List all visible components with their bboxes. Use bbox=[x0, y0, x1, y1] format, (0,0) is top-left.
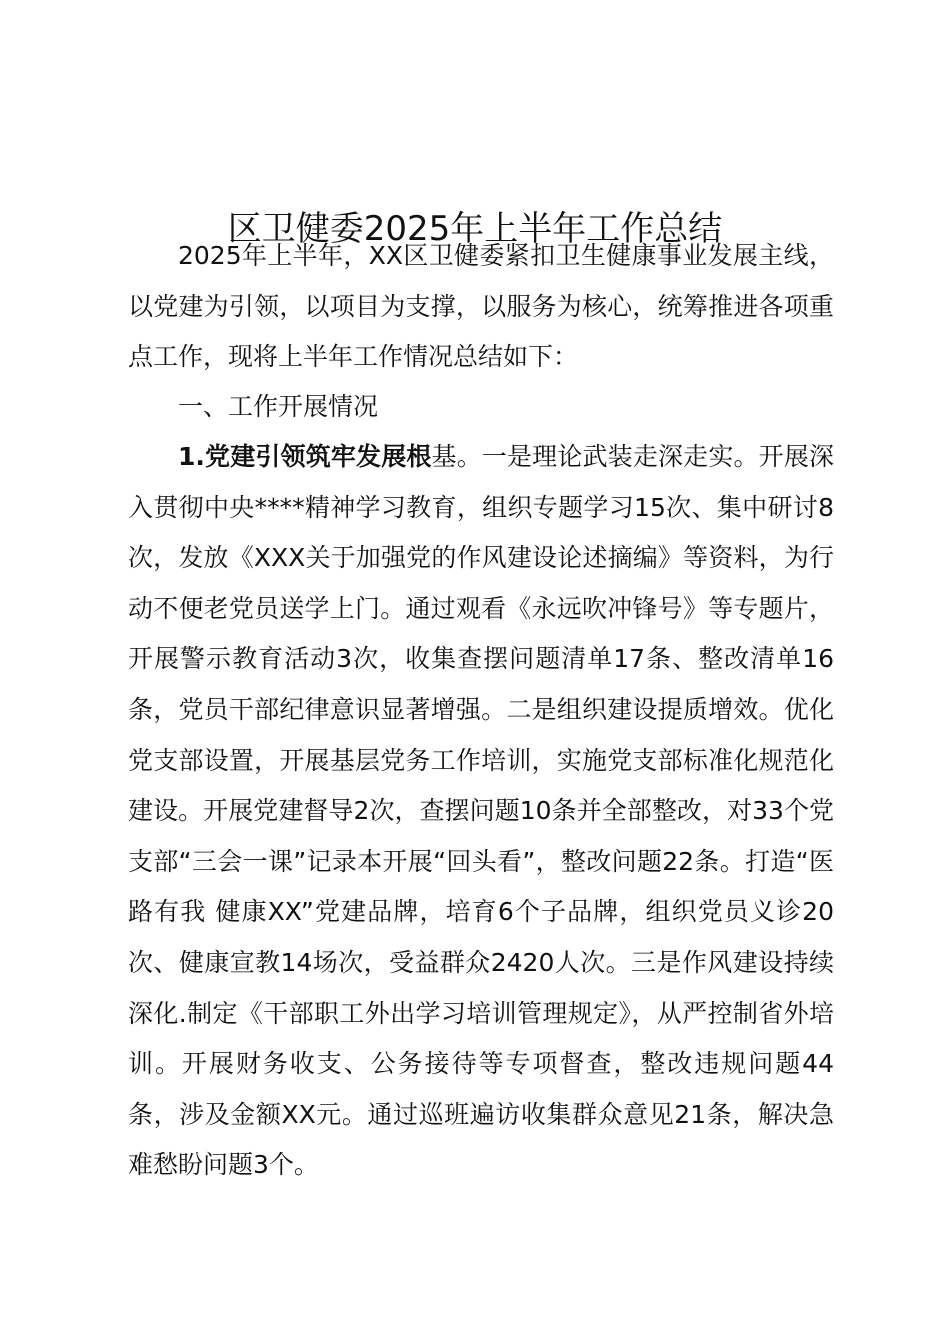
item-1-lead: 1.党建引领筑牢发展根 bbox=[178, 442, 432, 471]
intro-paragraph: 2025年上半年，XX区卫健委紧扣卫生健康事业发展主线，以党建为引领，以项目为支撑，以服务为核心，统筹推进各项重点工作，现将上半年工作情况总结如下： bbox=[128, 241, 834, 372]
document-title: 区卫健委2025年上半年工作总结 bbox=[227, 208, 723, 249]
section-heading: 一、工作开展情况 bbox=[178, 392, 379, 421]
item-1-paragraph bbox=[128, 432, 834, 1191]
item-1-text: 基。一是理论武装走深走实。开展深入贯彻中央****精神学习教育，组织专题学习15次、集中研讨8次，发放《XXX关于加强党的作风建设论述摘编》等资料，为行动不便老党员送学上门。通过观看《永远吹冲锋号》等专题片，开展警示教育活动3次，收集查摆问题清单17条、整改清单16条，党员干部纪律意识显著增强。二是组织建设提质增效。优化党支部设置，开展基层党务工作培训，实施党支部标准化规范化建设。开展党建督导2次，查摆问题10条并全部整改，对33个党支部“三会一课”记录本开展“回头看”，整改问题22条。打造“医路有我 健康XX”党建品牌，培育6个子品牌，组织党员义诊20次、健康宣教14场次，受益群众2420人次。三是作风建设持续深化.制定《干部职工外出学习培训管理规定》，从严控制省外培训。开展财务收支、公务接待等专项督查，整改违规问题44条，涉及金额XX元。通过巡班遍访收集群众意见21条，解决急难愁盼问题3个。 bbox=[128, 442, 834, 1180]
